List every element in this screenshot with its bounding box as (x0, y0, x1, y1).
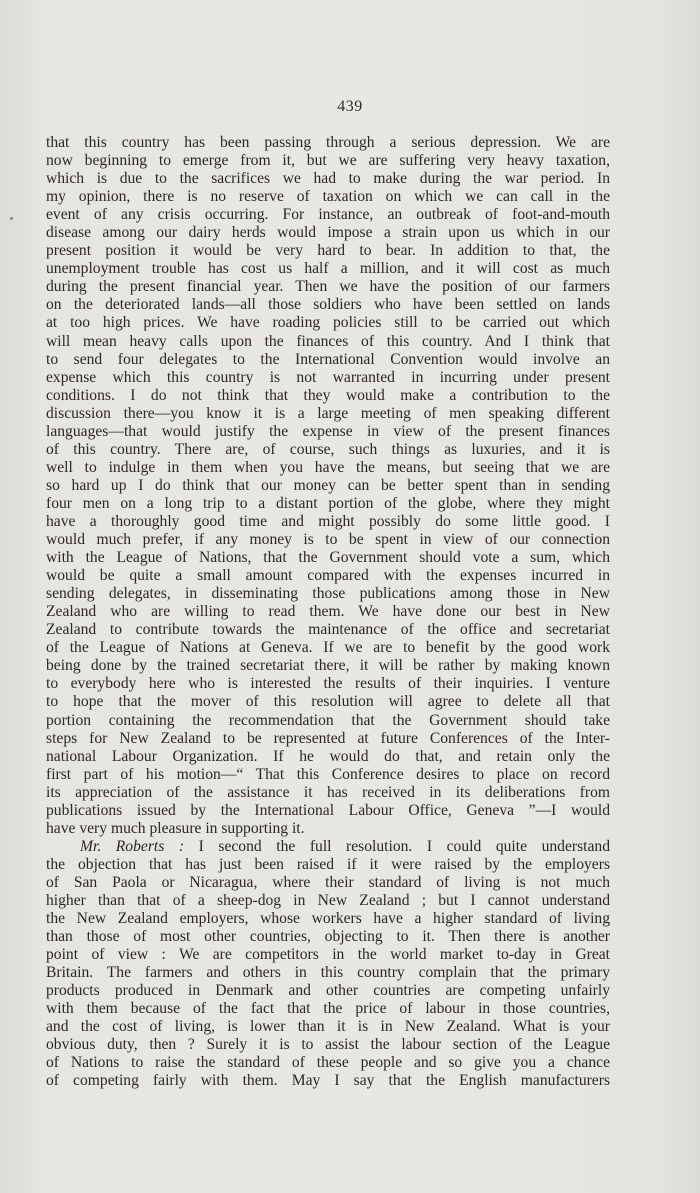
text-line: expense which this country is not warranted in incurring under present (46, 368, 610, 386)
text-line: which is due to the sacrifices we had to make during the war period. In (46, 170, 610, 188)
text-line: at too high prices. We have roading policies still to be carried out which (46, 314, 610, 332)
text-line: languages—that would justify the expense in view of the present finances (46, 422, 610, 440)
text-line: conditions. I do not think that they would make a contribution to the (46, 386, 610, 404)
margin-speck (10, 217, 13, 220)
text-line: than those of most other countries, objecting to it. Then there is another (46, 928, 610, 946)
text-line: the New Zealand employers, whose workers have a higher standard of living (46, 910, 610, 928)
text-line: higher than that of a sheep-dog in New Zealand ; but I cannot understand (46, 891, 610, 909)
text-line: of Nations to raise the standard of these people and so give you a chance (46, 1054, 610, 1072)
page-number: 439 (337, 98, 363, 115)
text-line: first part of his motion—“ That this Conference desires to place on record (46, 765, 610, 783)
text-line: present position it would be very hard to bear. In addition to that, the (46, 242, 610, 260)
text-line: to send four delegates to the International Convention would involve an (46, 350, 610, 368)
text-line: the objection that has just been raised if it were raised by the employers (46, 855, 610, 873)
text-line: being done by the trained secretariat there, it will be rather by making known (46, 657, 610, 675)
text-line: sending delegates, in disseminating those publications among those in New (46, 585, 610, 603)
text-line: of the League of Nations at Geneva. If we are to benefit by the good work (46, 639, 610, 657)
text-line: that this country has been passing through a serious depression. We are (46, 134, 610, 151)
text-line: with the League of Nations, that the Government should vote a sum, which (46, 549, 610, 567)
paragraph-2 (46, 838, 610, 1091)
text-line: would much prefer, if any money is to be spent in view of our connection (46, 531, 610, 549)
text-line-first (46, 838, 610, 856)
text-line: its appreciation of the assistance it has received in its deliberations from (46, 783, 610, 801)
text-line: Zealand who are willing to read them. We have done our best in New (46, 603, 610, 621)
text-line: so hard up I do think that our money can be better spent than in sending (46, 476, 610, 494)
text-line: four men on a long trip to a distant portion of the globe, where they might (46, 494, 610, 512)
text-line: national Labour Organization. If he would do that, and retain only the (46, 747, 610, 765)
text-line: unemployment trouble has cost us half a million, and it will cost as much (46, 260, 610, 278)
text-line: discussion there—you know it is a large meeting of men speaking different (46, 404, 610, 422)
text-line: to everybody here who is interested the results of their inquiries. I venture (46, 675, 610, 693)
text-line: of San Paola or Nicaragua, where their standard of living is not much (46, 873, 610, 891)
text-line: point of view : We are competitors in the world market to-day in Great (46, 946, 610, 964)
text-line: on the deteriorated lands—all those soldiers who have been settled on lands (46, 296, 610, 314)
text-line: disease among our dairy herds would impose a strain upon us which in our (46, 224, 610, 242)
text-line: will mean heavy calls upon the finances of this country. And I think that (46, 332, 610, 350)
text-line: my opinion, there is no reserve of taxation on which we can call in the (46, 188, 610, 206)
text-line: now beginning to emerge from it, but we are suffering very heavy taxation, (46, 152, 610, 170)
text-line: have very much pleasure in supporting it. (46, 819, 305, 837)
text-line: with them because of the fact that the price of labour in those countries, (46, 1000, 610, 1018)
text-line: products produced in Denmark and other countries are competing unfairly (46, 982, 610, 1000)
text-line: of competing fairly with them. May I say that the English manufacturers (46, 1072, 610, 1090)
text-line: would be quite a small amount compared with the expenses incurred in (46, 567, 610, 585)
text-line: event of any crisis occurring. For instance, an outbreak of foot-and-mouth (46, 206, 610, 224)
text-line: during the present financial year. Then we have the position of our farmers (46, 278, 610, 296)
text-line: to hope that the mover of this resolution will agree to delete all that (46, 693, 610, 711)
text-line: have a thoroughly good time and might possibly do some little good. I (46, 512, 610, 530)
text-line: Zealand to contribute towards the maintenance of the office and secretariat (46, 621, 610, 639)
text-line: Britain. The farmers and others in this country complain that the primary (46, 964, 610, 982)
paragraph-1 (46, 134, 610, 838)
text-line: and the cost of living, is lower than it is in New Zealand. What is your (46, 1018, 610, 1036)
text-line: obvious duty, then ? Surely it is to assist the labour section of the League (46, 1036, 610, 1054)
text-line: steps for New Zealand to be represented at future Conferences of the Inter- (46, 729, 610, 747)
text-line: portion containing the recommendation that the Government should take (46, 711, 610, 729)
body-text (46, 134, 610, 1090)
text-line: of this country. There are, of course, such things as luxuries, and it is (46, 440, 610, 458)
speaker-remark: I second the full resolution. I could quite understand (198, 837, 610, 855)
text-line: well to indulge in them when you have the means, but seeing that we are (46, 458, 610, 476)
text-line: publications issued by the International Labour Office, Geneva ”—I would (46, 801, 610, 819)
speaker-name: Mr. Roberts : (80, 837, 185, 855)
